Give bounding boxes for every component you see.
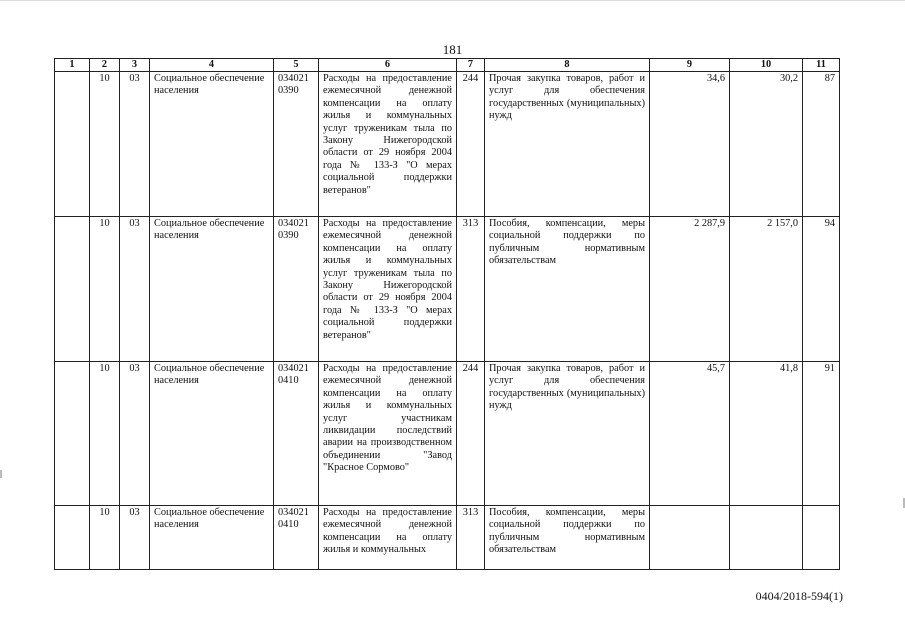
cell-expense-type-code: 313 — [457, 217, 485, 362]
cell-actual-amount — [730, 506, 803, 570]
cell-section-name: Социальное обеспечение населения — [150, 217, 274, 362]
cell-expense-description: Расходы на предоставление ежемесячной денежной компенсации на оплату жилья и коммунальных услуг труженикам тыла по Закону Нижегородской области от 29 ноября 2004 года № 133-З "О мерах социальной поддержки ветеранов" — [319, 217, 457, 362]
cell-percent: 94 — [803, 217, 840, 362]
cell-expense-type-name: Пособия, компенсации, меры социальной поддержки по публичным нормативным обязательствам — [485, 217, 650, 362]
document-code: 0404/2018-594(1) — [755, 589, 843, 603]
cell-subsection: 03 — [120, 217, 150, 362]
cell-section: 10 — [90, 362, 120, 506]
scan-edge-mark-top — [0, 0, 905, 1]
column-header-4: 4 — [150, 59, 274, 72]
cell-target-code: 034021 0410 — [274, 362, 319, 506]
cell-expense-type-code: 244 — [457, 362, 485, 506]
cell-expense-type-name: Пособия, компенсации, меры социальной поддержки по публичным нормативным обязательствам — [485, 506, 650, 570]
cell-target-code: 034021 0410 — [274, 506, 319, 570]
scan-edge-mark-left — [0, 470, 2, 478]
cell-percent — [803, 506, 840, 570]
cell-expense-description: Расходы на предоставление ежемесячной денежной компенсации на оплату жилья и коммунальных — [319, 506, 457, 570]
cell-col1 — [55, 362, 90, 506]
table-row — [55, 72, 840, 217]
cell-actual-amount: 2 157,0 — [730, 217, 803, 362]
column-header-2: 2 — [90, 59, 120, 72]
cell-expense-description: Расходы на предоставление ежемесячной денежной компенсации на оплату жилья и коммунальных услуг участникам ликвидации последствий аварии на производственном объединении "Завод "Красное Сормово" — [319, 362, 457, 506]
cell-section: 10 — [90, 72, 120, 217]
cell-subsection: 03 — [120, 72, 150, 217]
cell-section-name: Социальное обеспечение населения — [150, 362, 274, 506]
column-header-1: 1 — [55, 59, 90, 72]
cell-percent: 91 — [803, 362, 840, 506]
cell-actual-amount: 41,8 — [730, 362, 803, 506]
budget-table — [54, 58, 840, 570]
cell-percent: 87 — [803, 72, 840, 217]
cell-section: 10 — [90, 217, 120, 362]
cell-expense-description: Расходы на предоставление ежемесячной денежной компенсации на оплату жилья и коммунальных услуг труженикам тыла по Закону Нижегородской области от 29 ноября 2004 года № 133-З "О мерах социальной поддержки ветеранов" — [319, 72, 457, 217]
table-row — [55, 362, 840, 506]
cell-section-name: Социальное обеспечение населения — [150, 506, 274, 570]
cell-actual-amount: 30,2 — [730, 72, 803, 217]
cell-planned-amount: 2 287,9 — [650, 217, 730, 362]
cell-expense-type-name: Прочая закупка товаров, работ и услуг для обеспечения государственных (муниципальных) нужд — [485, 72, 650, 217]
cell-expense-type-code: 244 — [457, 72, 485, 217]
column-header-10: 10 — [730, 59, 803, 72]
cell-section-name: Социальное обеспечение населения — [150, 72, 274, 217]
page-number: 181 — [442, 42, 463, 57]
cell-subsection: 03 — [120, 506, 150, 570]
column-header-7: 7 — [457, 59, 485, 72]
column-header-9: 9 — [650, 59, 730, 72]
header-row — [55, 59, 840, 72]
cell-col1 — [55, 506, 90, 570]
cell-section: 10 — [90, 506, 120, 570]
table-row — [55, 506, 840, 570]
cell-expense-type-name: Прочая закупка товаров, работ и услуг для обеспечения государственных (муниципальных) нужд — [485, 362, 650, 506]
cell-planned-amount — [650, 506, 730, 570]
cell-target-code: 034021 0390 — [274, 217, 319, 362]
cell-planned-amount: 45,7 — [650, 362, 730, 506]
column-header-8: 8 — [485, 59, 650, 72]
cell-col1 — [55, 217, 90, 362]
column-header-11: 11 — [803, 59, 840, 72]
column-header-6: 6 — [319, 59, 457, 72]
column-header-5: 5 — [274, 59, 319, 72]
cell-expense-type-code: 313 — [457, 506, 485, 570]
table-row — [55, 217, 840, 362]
cell-target-code: 034021 0390 — [274, 72, 319, 217]
cell-planned-amount: 34,6 — [650, 72, 730, 217]
column-header-3: 3 — [120, 59, 150, 72]
cell-col1 — [55, 72, 90, 217]
cell-subsection: 03 — [120, 362, 150, 506]
